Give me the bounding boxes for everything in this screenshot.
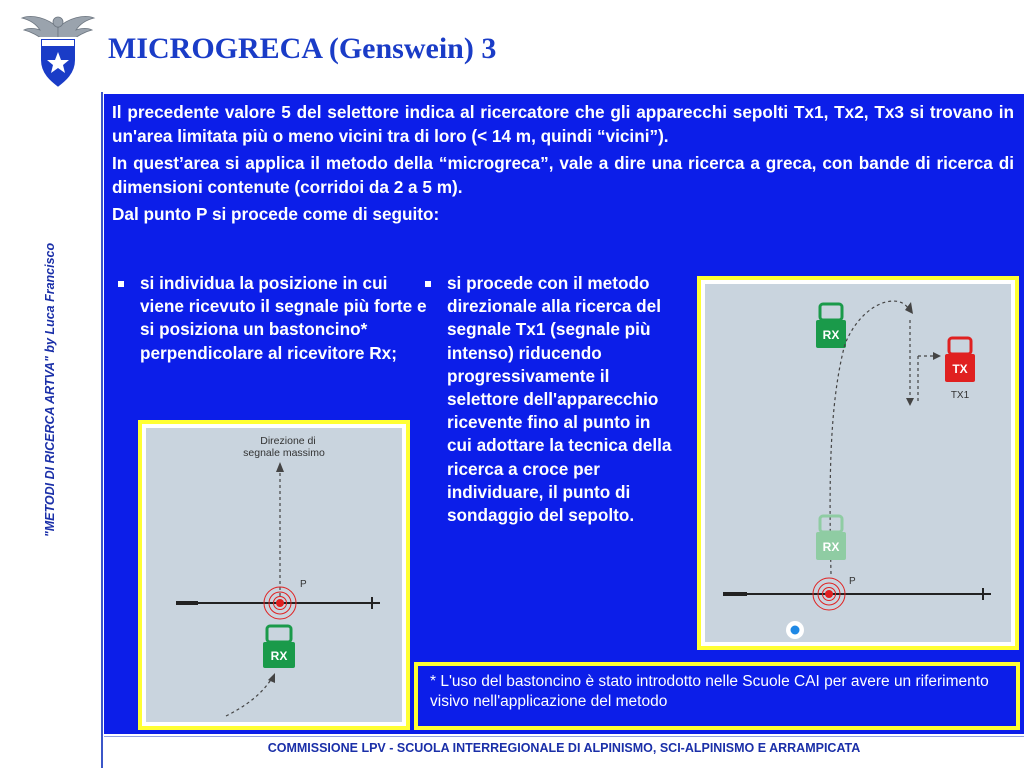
tx-label: TX (952, 362, 968, 376)
rx-bottom-label: RX (822, 540, 840, 554)
rx-top-label: RX (822, 328, 840, 342)
figure-canvas (705, 284, 1011, 642)
bullet-marker (118, 281, 124, 287)
footer-divider (104, 736, 1024, 737)
point-label: P (300, 579, 307, 590)
cai-logo (20, 8, 96, 92)
intro-paragraph-3: Dal punto P si procede come di seguito: (112, 204, 440, 224)
approach-path (226, 678, 272, 716)
rx-label: RX (270, 649, 288, 663)
bullet-text: si individua la posizione in cui viene ricevuto il segnale più forte e si posiziona un bastoncino* perpendicolare al ricevitore Rx; (140, 273, 427, 363)
tx1-caption: TX1 (950, 390, 970, 401)
point-marker (825, 590, 833, 598)
footer-text: COMMISSIONE LPV - SCUOLA INTERREGIONALE DI ALPINISMO, SCI-ALPINISMO E ARRAMPICATA (267, 741, 861, 755)
rx-strap (267, 626, 291, 642)
point-label: P (849, 576, 856, 587)
caption-line-1: Direzione di (260, 435, 316, 447)
figure-max-signal (138, 420, 410, 730)
divider-line (101, 92, 103, 768)
figure-directional-search (697, 276, 1019, 650)
bullet-marker (425, 281, 431, 287)
intro-paragraph-1: Il precedente valore 5 del selettore indica al ricercatore che gli apparecchi sepolti Tx1, Tx2, Tx3 si trovano in un'area limitata più o meno vicini tra di loro (< 14 m, quindi “vicini”). (112, 102, 1014, 146)
figure-max-signal-diagram (146, 428, 402, 722)
caption-line-2: segnale massimo (243, 447, 325, 459)
intro-paragraph-2: In quest’area si applica il metodo della “microgreca”, vale a dire una ricerca a greca, con bande di ricerca di dimensioni contenute (corridoi da 2 a 5 m). (112, 153, 1014, 197)
point-marker (276, 599, 284, 607)
start-marker (791, 626, 800, 635)
footnote-text: * L'uso del bastoncino è stato introdotto nelle Scuole CAI per avere un riferimento visivo nell'applicazione del metodo (430, 673, 989, 710)
footnote-box (414, 662, 1020, 730)
arrow-head (276, 462, 284, 472)
bullet-item-2 (425, 272, 675, 527)
vertical-author-label: "METODI DI RICERCA ARTVA" by Luca Francisco (43, 242, 57, 538)
bullet-item-1 (118, 272, 428, 365)
intro-text (112, 100, 1014, 229)
bullet-text: si procede con il metodo direzionale alla ricerca del segnale Tx1 (segnale più intenso) riducendo progressivamente il selettore dell'apparecchio ricevente fino al punto in cui adottare la tecnica della ricerca a croce per individuare, il punto di sondaggio del sepolto. (447, 273, 672, 526)
figure-canvas (146, 428, 402, 722)
figure-directional-search-diagram (705, 284, 1011, 642)
page-title: MICROGRECA (Genswein) 3 (108, 32, 497, 65)
